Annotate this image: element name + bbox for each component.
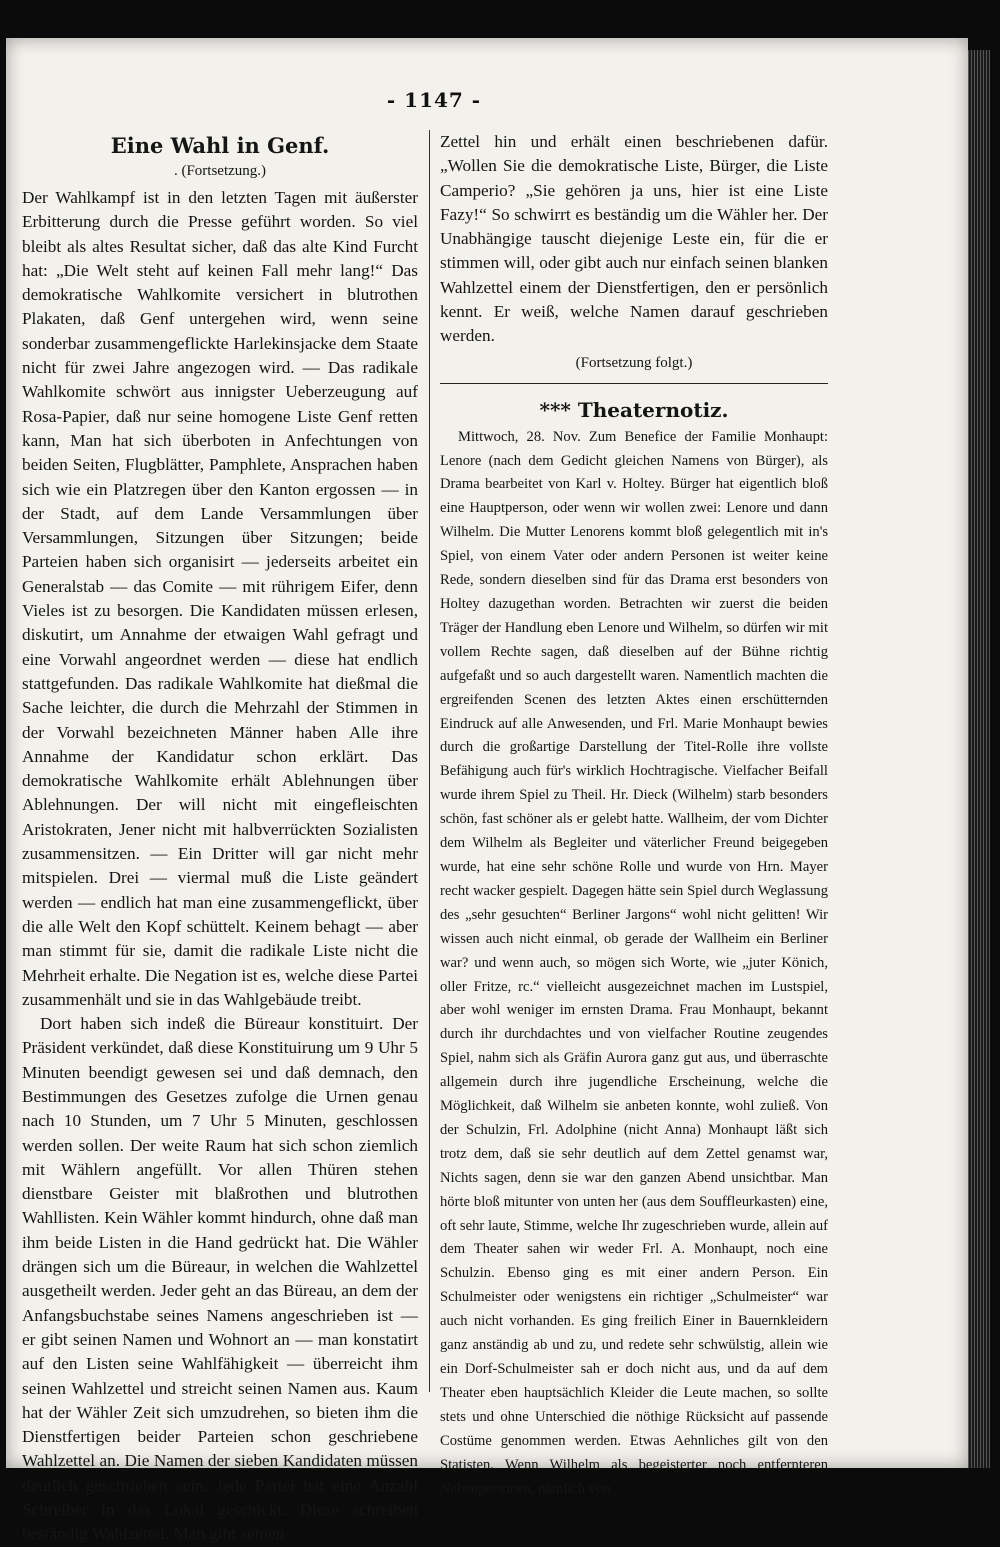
article-paragraph: Dort haben sich indeß die Büreaur konstituirt. Der Präsident verkündet, daß diese Konstituirung um 9 Uhr 5 Minuten beendigt gewesen sei und daß demnach, den Bestimmungen des Gesetzes zufolge die Urnen genau nach 10 Stunden, um 7 Uhr 5 Minuten, geschlossen werden sollen. Der weite Raum hat sich schon ziemlich mit Wählern angefüllt. Vor allen Thüren stehen dienstbare Geister mit blaßrothen und blutrothen Wahllisten. Kein Wähler kommt hindurch, ohne daß man ihm beide Listen in die Hand gedrückt hat. Die Wähler drängen sich um die Büreaur, in welchen die Wahlzettel ausgetheilt werden. Jeder geht an das Büreau, an dem der Anfangsbuchstabe seines Namens angeschrieben ist — er gibt seinen Namen und Wohnort an — man konstatirt auf den Listen seine Wahlfähigkeit — überreicht ihm seinen Wahlzettel und streicht seinen Namen aus. Kaum hat der Wähler Zeit sich umzudrehen, so bieten ihm die Dienstfertigen beider Parteien schon geschriebene Wahlzettel an. Die Namen der sieben Kandidaten müssen deutlich geschrieben sein. Jede Partei hat eine Anzahl Schreiber in das Lokal geschickt. Diese schreiben beständig Wahlzettel. Man gibt seinen — [22, 1014, 418, 1544]
article-continuation: Zettel hin und erhält einen beschriebenen dafür. „Wollen Sie die demokratische Liste, Bürger, die Liste Camperio? „Sie gehören ja uns, hier ist eine Liste Fazy!“ So schwirrt es beständig um die Wähler her. Der Unabhängige tauscht diejenige Leste ein, für die er stimmen will, oder gibt auch nur einfach seinen blanken Wahlzettel einem der Dienstfertigen, den er persönlich kennt. Er weiß, welche Namen darauf geschrieben werden. — [440, 132, 828, 346]
continuation-note: (Fortsetzung folgt.) — [575, 354, 693, 371]
column-divider — [429, 130, 430, 1392]
right-column — [440, 130, 828, 1501]
section-rule — [440, 383, 828, 384]
article-subtitle: . (Fortsetzung.) — [173, 163, 267, 179]
section-title: *** Theaternotiz. — [539, 397, 729, 422]
article-title: Eine Wahl in Genf. — [110, 133, 330, 158]
left-column — [22, 130, 418, 1547]
newspaper-page — [6, 38, 968, 1544]
article-paragraph: Der Wahlkampf ist in den letzten Tagen mit äußerster Erbitterung durch die Presse geführt worden. So viel bleibt als altes Resultat sicher, daß das alte Kind Furcht hat: „Die Welt steht auf keinen Fall mehr lang!“ Das demokratische Wahlkomite versichert in blutrothen Plakaten, daß Genf untergehen wird, wenn seine sonderbar zusammengeflickte Harlekinsjacke dem Staate nicht für zwei Jahre angezogen wird. — Das radikale Wahlkomite schwört aus innigster Ueberzeugung auf Rosa-Papier, daß nur seine homogene Liste Genf retten kann, Man hat sich überboten in Anfechtungen von beiden Seiten, Flugblätter, Pamphlete, Ansprachen haben sich wie ein Platzregen über den Kanton ergossen — in der Stadt, auf dem Lande Versammlungen über Versammlungen, Sitzungen über Sitzungen; beide Parteien haben sich organisirt — jederseits arbeitet ein Generalstab — das Comite — mit rührigem Eifer, denn Vieles ist zu besorgen. Die Kandidaten müssen erlesen, diskutirt, um Annahme der etwaigen Wahl gefragt und eine Vorwahl angeordnet werden — diese hat endlich stattgefunden. Das radikale Wahlkomite hat dießmal die Sache leichter, die durch die Mehrzahl der Stimmen in der Vorwahl bezeichneten Männer haben Alle ihre Annahme der Kandidatur schon erklärt. Das demokratische Wahlkomite erhält Ablehnungen über Ablehnungen. Der will nicht mit eingefleischten Aristokraten, Jener nicht mit halbverrückten Sozialisten zusammensitzen. — Ein Dritter will gar nicht mehr mitspielen. Drei — viermal muß die Liste geändert werden — endlich hat man eine zusammengeflickt, über die alle Welt den Kopf schüttelt. Keinem behagt — aber man stimmt für sie, damit die radikale Liste nicht die Mehrheit erhalte. Die Negation ist es, welche diese Partei zusammenhält und sie in das Wahlgebäude treibt. — [22, 188, 418, 1009]
page-edge — [968, 50, 990, 1468]
page-number: - 1147 - — [386, 88, 482, 112]
section-body: Mittwoch, 28. Nov. Zum Benefice der Familie Monhaupt: Lenore (nach dem Gedicht gleichen Namens von Bürger), als Drama bearbeitet von Karl v. Holtey. Bürger hat eigentlich bloß eine Hauptperson, oder wenn wir wollen zwei: Lenore und dann Wilhelm. Die Mutter Lenorens kommt bloß gelegentlich mit in's Spiel, von einem Vater oder andern Personen ist weiter keine Rede, sondern dieselben sind für das Drama erst besonders von Holtey dazugethan worden. Betrachten wir zuerst die beiden Träger der Handlung eben Lenore und Wilhelm, so dürfen wir mit vollem Rechte sagen, daß dieselben auf der Bühne richtig aufgefaßt und so auch dargestellt waren. Namentlich machten die ergreifenden Scenen des letzten Aktes einen erschütternden Eindruck auf alle Anwesenden, und Frl. Marie Monhaupt bewies durch die großartige Darstellung der Titel-Rolle ihre vollste Befähigung auch für's wirklich Hochtragische. Vielfacher Beifall wurde ihrem Spiel zu Theil. Hr. Dieck (Wilhelm) starb besonders schön, fast schöner als er gelebt hatte. Wallheim, der vom Dichter dem Wilhelm als Begleiter und väterlicher Freund beigegeben wurde, hat eine sehr schöne Rolle und wurde von Hrn. Mayer recht wacker gespielt. Dagegen hätte sein Spiel durch Weglassung des „sehr gesuchten“ Berliner Jargons“ wohl nicht gelitten! Wir wissen auch nicht einmal, ob gerade der Wallheim ein Berliner war? und wenn auch, so mögen sich Worte, wie „juter Könich, oller Fritze, rc.“ vielleicht ausgezeichnet machen im Lustspiel, aber wohl weniger im ernsten Drama. Frau Monhaupt, bekannt durch ihr durchdachtes und von vielfacher Routine zeugendes Spiel, nahm sich als Gräfin Aurora ganz gut aus, und überraschte allgemein durch ihre jugendliche Erscheinung, welche die Möglichkeit, daß Wilhelm sie anbeten konnte, wohl zuließ. Von der Schulzin, Frl. Adolphine (nicht Anna) Monhaupt läßt sich trotz dem, daß sie sehr deutlich auf dem Zettel genamst war, Nichts sagen, denn sie war den ganzen Abend unsichtbar. Man hörte bloß mitunter von unten her (aus dem Souffleurkasten) eine, oft sehr laute, Stimme, welche Ihr zugeschrieben wurde, allein auf dem Theater sahen wir weder Frl. A. Monhaupt, noch eine Schulzin. Ebenso ging es mit einer andern Person. Ein Schulmeister oder wenigstens ein richtiger „Schulmeister“ war auch nicht vorhanden. Es ging freilich Einer in Bauernkleidern ganz anständig ab und zu, und redete sehr schwülstig, allein wie ein Dorf-Schulmeister sah er doch nicht aus, und da auf dem Theater eben hauptsächlich Kleider die Leute machen, so sollte stets und ohne Unterschied die nöthige Rücksicht auf passende Costüme genommen werden. Etwas Aehnliches gilt von den Statisten. Wenn Wilhelm als begeisterter noch entfernteren Nebenpersonen, nämlich von — [440, 428, 828, 1497]
